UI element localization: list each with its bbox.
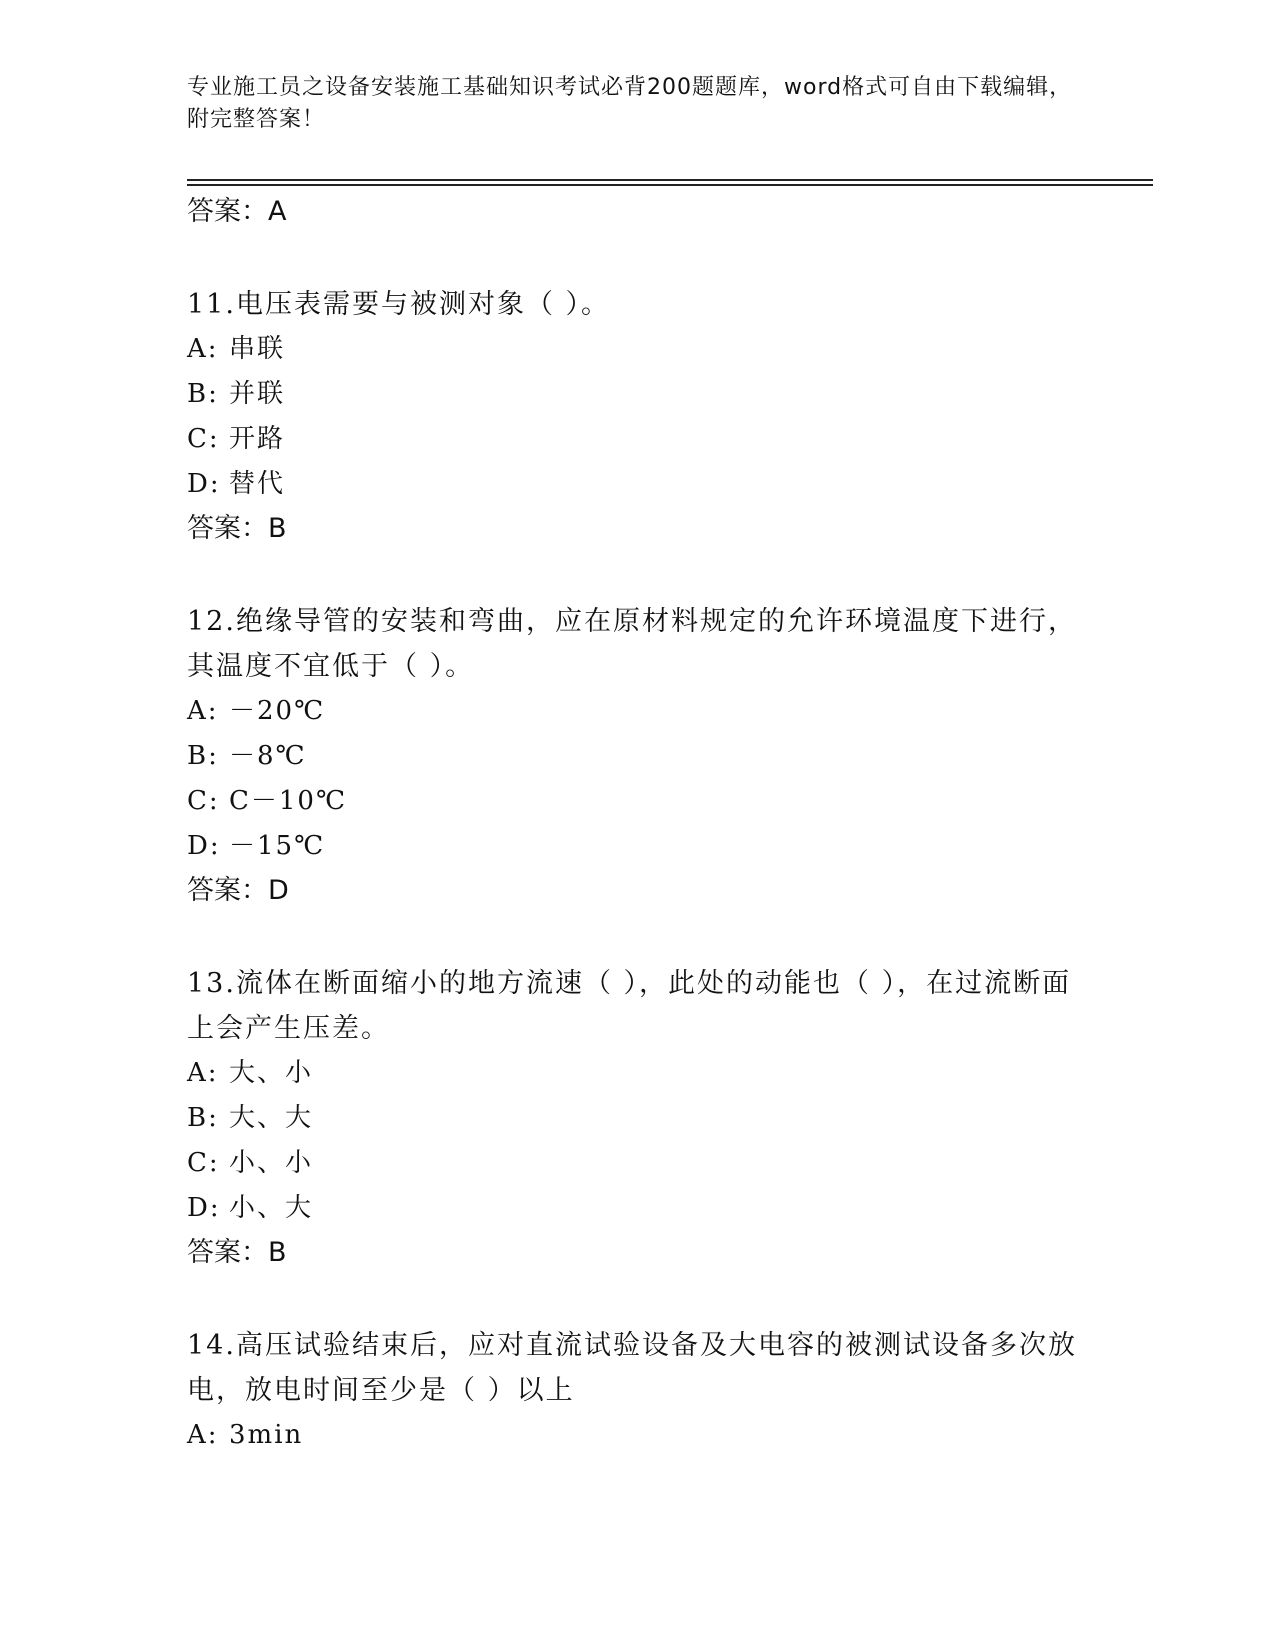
header-rule-top (187, 179, 1153, 181)
option-b (187, 1096, 1087, 1141)
option-key: C: (187, 1148, 220, 1178)
option-value: 小、大 (229, 1193, 314, 1223)
option-c (187, 1141, 1087, 1186)
option-a (187, 1413, 1087, 1458)
question-text: 11.电压表需要与被测对象（ ）。 (187, 289, 611, 320)
option-key: B: (187, 741, 219, 771)
option-key: D: (187, 469, 221, 499)
option-value: －20℃ (229, 696, 326, 726)
question-13 (187, 961, 1087, 1271)
option-d (187, 824, 1087, 869)
option-value: 替代 (229, 469, 286, 499)
option-a (187, 689, 1087, 734)
answer-line: 答案：D (187, 875, 289, 906)
answer-line: 答案：B (187, 1237, 287, 1268)
question-14 (187, 1323, 1087, 1458)
option-value: 开路 (229, 424, 286, 454)
option-key: C: (187, 424, 220, 454)
option-value: 串联 (229, 334, 286, 364)
option-value: 大、小 (229, 1058, 314, 1088)
option-value: C－10℃ (229, 786, 348, 816)
option-key: B: (187, 379, 219, 409)
option-key: A: (187, 696, 219, 726)
option-value: 3min (229, 1420, 304, 1450)
option-c (187, 417, 1087, 462)
option-value: －8℃ (229, 741, 307, 771)
header-rule-bottom (187, 184, 1153, 186)
option-c (187, 779, 1087, 824)
option-key: D: (187, 831, 221, 861)
option-value: 大、大 (229, 1103, 314, 1133)
option-value: 小、小 (229, 1148, 314, 1178)
option-key: A: (187, 1420, 219, 1450)
option-a (187, 327, 1087, 372)
option-key: A: (187, 1058, 219, 1088)
question-12 (187, 599, 1087, 909)
option-a (187, 1051, 1087, 1096)
question-text: 13.流体在断面缩小的地方流速（ ），此处的动能也（ ），在过流断面上会产生压差。 (187, 968, 1072, 1044)
question-text: 14.高压试验结束后，应对直流试验设备及大电容的被测试设备多次放电，放电时间至少是（ ）以上 (187, 1330, 1077, 1406)
option-d (187, 462, 1087, 507)
option-b (187, 372, 1087, 417)
option-value: －15℃ (229, 831, 326, 861)
option-value: 并联 (229, 379, 286, 409)
document-body (187, 190, 1087, 1458)
answer-line: 答案：A (187, 196, 287, 227)
option-key: A: (187, 334, 219, 364)
question-text: 12.绝缘导管的安装和弯曲，应在原材料规定的允许环境温度下进行，其温度不宜低于（ ）。 (187, 606, 1077, 682)
option-b (187, 734, 1087, 779)
option-key: D: (187, 1193, 221, 1223)
question-11 (187, 282, 1087, 547)
option-key: C: (187, 786, 220, 816)
document-header: 专业施工员之设备安装施工基础知识考试必背200题题库，word格式可自由下载编辑，附完整答案！ (187, 75, 1073, 132)
answer-line: 答案：B (187, 513, 287, 544)
option-key: B: (187, 1103, 219, 1133)
option-d (187, 1186, 1087, 1231)
